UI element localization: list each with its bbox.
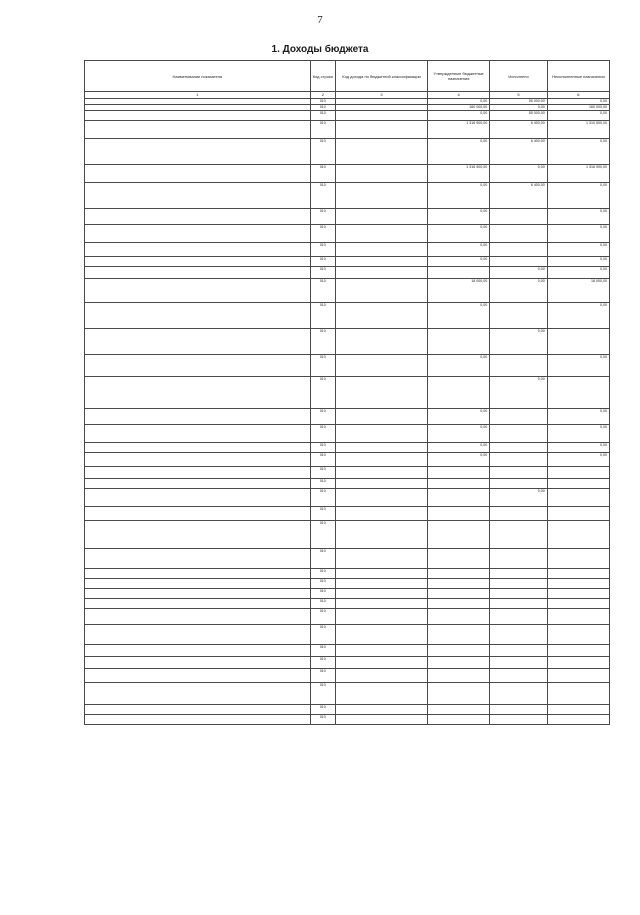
- cell-executed: [490, 657, 548, 669]
- cell-budget-code: [335, 549, 427, 569]
- cell-approved: [428, 669, 490, 683]
- column-index-row: [85, 92, 610, 99]
- cell-unexecuted: 0,00: [547, 267, 609, 279]
- cell-budget-code: [335, 569, 427, 579]
- cell-budget-code: [335, 467, 427, 479]
- cell-line-code: 010: [310, 657, 335, 669]
- cell-unexecuted: 0,00: [547, 425, 609, 443]
- table-row: [85, 121, 610, 139]
- cell-line-code: 010: [310, 183, 335, 209]
- cell-line-code: 010: [310, 507, 335, 521]
- cell-budget-code: [335, 521, 427, 549]
- cell-line-code: 010: [310, 329, 335, 355]
- cell-indicator-name: [85, 549, 311, 569]
- cell-indicator-name: [85, 645, 311, 657]
- cell-line-code: 010: [310, 139, 335, 165]
- cell-budget-code: [335, 165, 427, 183]
- cell-indicator-name: [85, 279, 311, 303]
- income-table: [84, 60, 610, 725]
- cell-line-code: 010: [310, 453, 335, 467]
- cell-line-code: 010: [310, 599, 335, 609]
- cell-approved: [428, 489, 490, 507]
- table-row: [85, 489, 610, 507]
- cell-executed: 55 000,00: [490, 99, 548, 105]
- table-row: [85, 257, 610, 267]
- cell-indicator-name: [85, 521, 311, 549]
- cell-approved: [428, 329, 490, 355]
- cell-indicator-name: [85, 479, 311, 489]
- cell-line-code: 010: [310, 467, 335, 479]
- cell-unexecuted: [547, 329, 609, 355]
- cell-indicator-name: [85, 569, 311, 579]
- cell-budget-code: [335, 183, 427, 209]
- cell-line-code: 010: [310, 225, 335, 243]
- cell-executed: 0,00: [490, 377, 548, 409]
- cell-approved: [428, 683, 490, 705]
- cell-indicator-name: [85, 489, 311, 507]
- cell-indicator-name: [85, 165, 311, 183]
- column-index: 6: [547, 92, 609, 99]
- header-line-code: Код строки: [310, 61, 335, 92]
- table-row: [85, 705, 610, 715]
- cell-budget-code: [335, 209, 427, 225]
- cell-indicator-name: [85, 409, 311, 425]
- cell-indicator-name: [85, 669, 311, 683]
- cell-executed: 0,00: [490, 489, 548, 507]
- cell-budget-code: [335, 409, 427, 425]
- cell-budget-code: [335, 625, 427, 645]
- cell-line-code: 010: [310, 489, 335, 507]
- cell-line-code: 010: [310, 549, 335, 569]
- cell-budget-code: [335, 645, 427, 657]
- cell-unexecuted: [547, 549, 609, 569]
- cell-approved: [428, 521, 490, 549]
- cell-indicator-name: [85, 715, 311, 725]
- cell-executed: [490, 609, 548, 625]
- cell-executed: [490, 507, 548, 521]
- cell-line-code: 010: [310, 705, 335, 715]
- cell-approved: 0,00: [428, 443, 490, 453]
- header-indicator-name: Наименование показателя: [85, 61, 311, 92]
- cell-indicator-name: [85, 243, 311, 257]
- cell-unexecuted: 18 000,00: [547, 279, 609, 303]
- cell-line-code: 010: [310, 111, 335, 121]
- cell-budget-code: [335, 329, 427, 355]
- table-row: [85, 657, 610, 669]
- cell-indicator-name: [85, 705, 311, 715]
- cell-approved: [428, 549, 490, 569]
- cell-executed: [490, 443, 548, 453]
- cell-executed: [490, 355, 548, 377]
- cell-budget-code: [335, 425, 427, 443]
- table-row: [85, 209, 610, 225]
- table-row: [85, 443, 610, 453]
- cell-approved: [428, 645, 490, 657]
- table-row: [85, 409, 610, 425]
- cell-indicator-name: [85, 267, 311, 279]
- cell-indicator-name: [85, 625, 311, 645]
- cell-executed: [490, 599, 548, 609]
- column-index: 4: [428, 92, 490, 99]
- cell-budget-code: [335, 303, 427, 329]
- cell-budget-code: [335, 479, 427, 489]
- cell-executed: [490, 425, 548, 443]
- cell-line-code: 010: [310, 105, 335, 111]
- cell-unexecuted: 0,00: [547, 243, 609, 257]
- cell-approved: [428, 657, 490, 669]
- table-row: [85, 609, 610, 625]
- cell-executed: [490, 645, 548, 657]
- cell-approved: [428, 507, 490, 521]
- cell-line-code: 010: [310, 209, 335, 225]
- table-row: [85, 479, 610, 489]
- cell-budget-code: [335, 377, 427, 409]
- cell-line-code: 010: [310, 355, 335, 377]
- cell-unexecuted: 0,00: [547, 453, 609, 467]
- cell-unexecuted: 160 000,00: [547, 105, 609, 111]
- cell-executed: [490, 715, 548, 725]
- cell-approved: 0,00: [428, 99, 490, 105]
- table-row: [85, 549, 610, 569]
- cell-indicator-name: [85, 355, 311, 377]
- cell-executed: [490, 683, 548, 705]
- table-row: [85, 183, 610, 209]
- cell-indicator-name: [85, 453, 311, 467]
- column-index: 3: [335, 92, 427, 99]
- cell-executed: [490, 467, 548, 479]
- cell-line-code: 010: [310, 443, 335, 453]
- cell-unexecuted: [547, 579, 609, 589]
- cell-approved: 0,00: [428, 243, 490, 257]
- cell-budget-code: [335, 589, 427, 599]
- cell-line-code: 010: [310, 267, 335, 279]
- table-row: [85, 329, 610, 355]
- cell-line-code: 010: [310, 625, 335, 645]
- cell-approved: 0,00: [428, 409, 490, 425]
- cell-executed: 0,00: [490, 165, 548, 183]
- table-row: [85, 453, 610, 467]
- table-row: [85, 243, 610, 257]
- cell-line-code: 010: [310, 377, 335, 409]
- table-row: [85, 569, 610, 579]
- cell-unexecuted: [547, 507, 609, 521]
- table-row: [85, 625, 610, 645]
- cell-budget-code: [335, 267, 427, 279]
- cell-budget-code: [335, 453, 427, 467]
- cell-approved: [428, 625, 490, 645]
- cell-unexecuted: 0,00: [547, 99, 609, 105]
- cell-unexecuted: [547, 669, 609, 683]
- column-index: 2: [310, 92, 335, 99]
- table-row: [85, 683, 610, 705]
- table-row: [85, 377, 610, 409]
- cell-unexecuted: [547, 489, 609, 507]
- cell-indicator-name: [85, 425, 311, 443]
- cell-unexecuted: 0,00: [547, 139, 609, 165]
- cell-approved: [428, 479, 490, 489]
- cell-budget-code: [335, 279, 427, 303]
- table-row: [85, 669, 610, 683]
- table-row: [85, 579, 610, 589]
- cell-approved: [428, 705, 490, 715]
- cell-executed: [490, 521, 548, 549]
- cell-budget-code: [335, 609, 427, 625]
- cell-executed: 0,00: [490, 279, 548, 303]
- header-unexecuted: Неисполненные назначения: [547, 61, 609, 92]
- cell-executed: [490, 625, 548, 645]
- cell-indicator-name: [85, 507, 311, 521]
- table-row: [85, 425, 610, 443]
- cell-budget-code: [335, 705, 427, 715]
- cell-executed: [490, 669, 548, 683]
- cell-unexecuted: [547, 705, 609, 715]
- table-row: [85, 715, 610, 725]
- cell-unexecuted: [547, 599, 609, 609]
- cell-executed: [490, 579, 548, 589]
- cell-approved: [428, 589, 490, 599]
- cell-unexecuted: [547, 589, 609, 599]
- cell-unexecuted: 0,00: [547, 209, 609, 225]
- cell-approved: 0,00: [428, 225, 490, 243]
- table-row: [85, 645, 610, 657]
- cell-unexecuted: 1 310 500,00: [547, 121, 609, 139]
- cell-approved: [428, 569, 490, 579]
- cell-indicator-name: [85, 609, 311, 625]
- cell-executed: 6 400,00: [490, 121, 548, 139]
- cell-executed: [490, 479, 548, 489]
- cell-approved: 0,00: [428, 453, 490, 467]
- cell-unexecuted: [547, 479, 609, 489]
- cell-unexecuted: [547, 609, 609, 625]
- cell-line-code: 010: [310, 257, 335, 267]
- cell-indicator-name: [85, 329, 311, 355]
- cell-line-code: 010: [310, 521, 335, 549]
- cell-unexecuted: [547, 377, 609, 409]
- cell-unexecuted: 0,00: [547, 303, 609, 329]
- cell-unexecuted: [547, 569, 609, 579]
- cell-executed: [490, 209, 548, 225]
- cell-unexecuted: [547, 657, 609, 669]
- cell-line-code: 010: [310, 683, 335, 705]
- cell-budget-code: [335, 443, 427, 453]
- section-title: 1. Доходы бюджета: [271, 44, 369, 55]
- cell-executed: 55 000,00: [490, 111, 548, 121]
- cell-executed: [490, 705, 548, 715]
- cell-approved: [428, 715, 490, 725]
- cell-unexecuted: 0,00: [547, 183, 609, 209]
- cell-indicator-name: [85, 657, 311, 669]
- cell-approved: 0,00: [428, 257, 490, 267]
- cell-budget-code: [335, 243, 427, 257]
- cell-approved: [428, 467, 490, 479]
- cell-line-code: 010: [310, 279, 335, 303]
- cell-approved: 18 000,00: [428, 279, 490, 303]
- table-body: [85, 92, 610, 725]
- cell-line-code: 010: [310, 303, 335, 329]
- table-row: [85, 303, 610, 329]
- cell-executed: 0,00: [490, 267, 548, 279]
- cell-budget-code: [335, 683, 427, 705]
- cell-budget-code: [335, 355, 427, 377]
- cell-approved: 0,00: [428, 209, 490, 225]
- cell-budget-code: [335, 507, 427, 521]
- cell-unexecuted: 0,00: [547, 409, 609, 425]
- cell-indicator-name: [85, 209, 311, 225]
- cell-executed: 0,00: [490, 105, 548, 111]
- cell-executed: 0,00: [490, 329, 548, 355]
- cell-executed: [490, 257, 548, 267]
- cell-line-code: 010: [310, 569, 335, 579]
- cell-line-code: 010: [310, 99, 335, 105]
- column-index: 5: [490, 92, 548, 99]
- header-row: [85, 61, 610, 92]
- cell-line-code: 010: [310, 589, 335, 599]
- cell-executed: [490, 589, 548, 599]
- table-row: [85, 599, 610, 609]
- cell-line-code: 010: [310, 409, 335, 425]
- cell-unexecuted: [547, 715, 609, 725]
- column-index: 1: [85, 92, 311, 99]
- cell-unexecuted: 1 316 900,00: [547, 165, 609, 183]
- cell-indicator-name: [85, 257, 311, 267]
- cell-indicator-name: [85, 579, 311, 589]
- header-executed: Исполнено: [490, 61, 548, 92]
- table-row: [85, 355, 610, 377]
- table-header: [85, 61, 610, 92]
- table-row: [85, 267, 610, 279]
- cell-approved: 1 316 900,00: [428, 165, 490, 183]
- cell-budget-code: [335, 257, 427, 267]
- cell-line-code: 010: [310, 609, 335, 625]
- cell-approved: [428, 599, 490, 609]
- cell-line-code: 010: [310, 645, 335, 657]
- cell-unexecuted: 0,00: [547, 355, 609, 377]
- cell-unexecuted: 0,00: [547, 225, 609, 243]
- cell-unexecuted: 0,00: [547, 111, 609, 121]
- cell-budget-code: [335, 579, 427, 589]
- cell-indicator-name: [85, 683, 311, 705]
- cell-indicator-name: [85, 303, 311, 329]
- header-budget-code: Код дохода по бюджетной классификации: [335, 61, 427, 92]
- cell-executed: 6 400,00: [490, 139, 548, 165]
- cell-budget-code: [335, 139, 427, 165]
- cell-line-code: 010: [310, 121, 335, 139]
- cell-executed: [490, 243, 548, 257]
- header-approved: Утвержденные бюджетные назначения: [428, 61, 490, 92]
- cell-approved: 1 316 900,00: [428, 121, 490, 139]
- cell-budget-code: [335, 599, 427, 609]
- cell-approved: 0,00: [428, 139, 490, 165]
- page-number: 7: [317, 14, 323, 26]
- cell-indicator-name: [85, 599, 311, 609]
- table-row: [85, 139, 610, 165]
- cell-unexecuted: 0,00: [547, 443, 609, 453]
- cell-indicator-name: [85, 443, 311, 453]
- cell-approved: [428, 609, 490, 625]
- cell-line-code: 010: [310, 669, 335, 683]
- table-row: [85, 467, 610, 479]
- cell-indicator-name: [85, 225, 311, 243]
- cell-approved: 0,00: [428, 111, 490, 121]
- table-row: [85, 507, 610, 521]
- table-row: [85, 279, 610, 303]
- cell-executed: [490, 453, 548, 467]
- cell-indicator-name: [85, 467, 311, 479]
- cell-indicator-name: [85, 183, 311, 209]
- table-row: [85, 225, 610, 243]
- cell-approved: 0,00: [428, 425, 490, 443]
- cell-unexecuted: 0,00: [547, 257, 609, 267]
- cell-executed: [490, 549, 548, 569]
- cell-approved: 0,00: [428, 355, 490, 377]
- cell-budget-code: [335, 669, 427, 683]
- cell-indicator-name: [85, 139, 311, 165]
- cell-unexecuted: [547, 645, 609, 657]
- table-row: [85, 589, 610, 599]
- cell-budget-code: [335, 657, 427, 669]
- cell-executed: [490, 409, 548, 425]
- cell-line-code: 010: [310, 165, 335, 183]
- cell-unexecuted: [547, 625, 609, 645]
- cell-line-code: 010: [310, 715, 335, 725]
- cell-indicator-name: [85, 111, 311, 121]
- cell-line-code: 010: [310, 243, 335, 257]
- cell-approved: [428, 267, 490, 279]
- cell-line-code: 010: [310, 425, 335, 443]
- cell-unexecuted: [547, 683, 609, 705]
- cell-budget-code: [335, 121, 427, 139]
- cell-executed: [490, 303, 548, 329]
- cell-approved: [428, 579, 490, 589]
- cell-executed: [490, 225, 548, 243]
- cell-indicator-name: [85, 121, 311, 139]
- cell-executed: 6 400,00: [490, 183, 548, 209]
- table-row: [85, 521, 610, 549]
- cell-approved: 160 000,00: [428, 105, 490, 111]
- cell-unexecuted: [547, 467, 609, 479]
- cell-line-code: 010: [310, 579, 335, 589]
- income-table-container: [84, 60, 610, 888]
- cell-budget-code: [335, 715, 427, 725]
- cell-budget-code: [335, 225, 427, 243]
- cell-budget-code: [335, 489, 427, 507]
- cell-executed: [490, 569, 548, 579]
- cell-line-code: 010: [310, 479, 335, 489]
- cell-indicator-name: [85, 377, 311, 409]
- cell-approved: 0,00: [428, 303, 490, 329]
- cell-unexecuted: [547, 521, 609, 549]
- cell-budget-code: [335, 111, 427, 121]
- table-row: [85, 165, 610, 183]
- cell-approved: [428, 377, 490, 409]
- cell-indicator-name: [85, 589, 311, 599]
- cell-approved: 0,00: [428, 183, 490, 209]
- table-row: [85, 111, 610, 121]
